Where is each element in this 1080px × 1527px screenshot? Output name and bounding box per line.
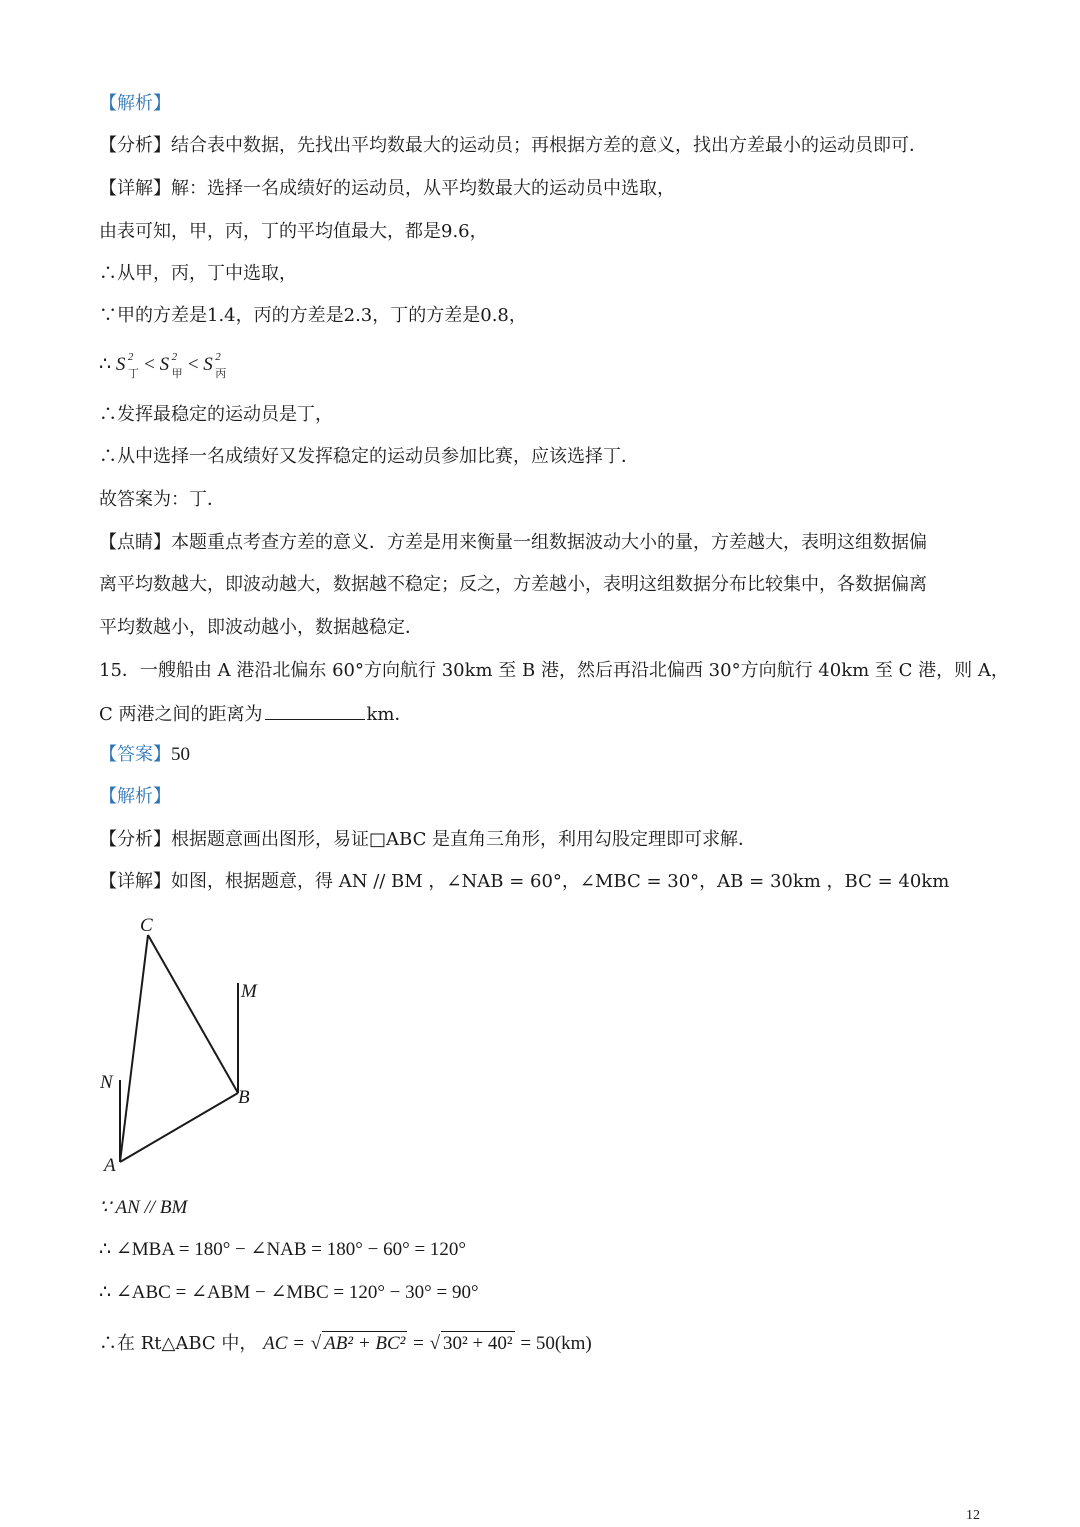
variance-inequality [99,351,227,380]
stem-unit: km． [366,704,413,725]
answer-line [99,743,190,767]
step-1: ∵ AN // BM [99,1197,188,1218]
step-2: ∴ ∠MBA = 180° − ∠NAB = 180° − 60° = 120° [99,1239,467,1260]
dianjing-line-3: 平均数越小，即波动越小，数据越稳定． [99,617,423,638]
stem-text: C 两港之间的距离为 [99,704,263,725]
segment-ab [120,1093,238,1162]
dianjing-label: 【点睛】 [99,532,171,553]
solution-line-3: ∵甲的方差是1.4，丙的方差是2.3，丁的方差是0.8， [99,305,527,326]
dianjing-text-1: 本题重点考查方差的意义．方差是用来衡量一组数据波动大小的量，方差越大，表明这组数据偏 [171,532,927,553]
segment-ca [120,935,148,1162]
jiexi-heading-2: 【解析】 [99,786,171,807]
answer-blank [265,701,365,720]
label-b: B [238,1087,250,1108]
xiangjie-text-2: 如图，根据题意，得 AN // BM ，∠NAB = 60°，∠MBC = 30°，AB = 30km ，BC = 40km [171,871,950,892]
solution-line-7: 故答案为：丁． [99,489,225,510]
radical-2: 30² + 40² [443,1333,513,1354]
label-m: M [241,981,257,1002]
triangle-diagram [90,905,290,1180]
xiangjie-label-2: 【详解】 [99,871,171,892]
step-4: ∴在 Rt△ABC 中， AC = √ AB² + BC² = √ 30² + 40² = 50(km) [99,1333,592,1354]
variance-ding: S 2 丁 [115,351,139,380]
fenxi-label-2: 【分析】 [99,829,171,850]
label-a: A [104,1155,116,1176]
dianjing-line-1 [99,531,927,555]
q15-detail-line [99,870,949,894]
solution-line-2: ∴从甲，丙，丁中选取， [99,263,297,284]
page-number: 12 [966,1508,980,1523]
xiangjie-label: 【详解】 [99,178,171,199]
solution-line-5: ∴发挥最稳定的运动员是丁， [99,404,333,425]
radical-1: AB² + BC² [324,1333,406,1354]
variance-bing: S 2 丙 [203,351,227,380]
xiangjie-text: 解：选择一名成绩好的运动员，从平均数最大的运动员中选取， [171,178,675,199]
therefore-symbol: ∴ [99,354,112,375]
lt-symbol-2: < [187,354,199,375]
solution-line-1: 由表可知，甲，丙，丁的平均值最大，都是9.6， [99,221,488,242]
label-c: C [140,915,153,936]
step-3: ∴ ∠ABC = ∠ABM − ∠MBC = 120° − 30° = 90° [99,1282,479,1303]
analysis-line [99,134,927,158]
fenxi-text: 结合表中数据，先找出平均数最大的运动员；再根据方差的意义，找出方差最小的运动员即可． [171,135,927,156]
question-15-stem-2 [99,701,412,727]
step4-equals: = [413,1333,424,1354]
step4-ac: AC = [263,1333,305,1354]
answer-value: 50 [171,744,190,765]
question-15-stem-1: 15．一艘船由 A 港沿北偏东 60°方向航行 30km 至 B 港，然后再沿北偏西 30°方向航行 40km 至 C 港，则 A， [99,660,1009,681]
step4-prefix: ∴在 Rt△ABC 中， [99,1333,258,1354]
fenxi-text-2: 根据题意画出图形，易证□ABC 是直角三角形，利用勾股定理即可求解． [171,829,757,850]
dianjing-line-2: 离平均数越大，即波动越大，数据越不稳定；反之，方差越小，表明这组数据分布比较集中，各数据偏离 [99,574,927,595]
variance-jia: S 2 甲 [159,351,183,380]
segment-cb [148,935,238,1093]
step4-result: = 50(km) [520,1333,592,1354]
jiexi-heading: 【解析】 [99,93,171,114]
q15-analysis-line [99,828,756,852]
lt-symbol-1: < [144,354,155,375]
solution-line-6: ∴从中选择一名成绩好又发挥稳定的运动员参加比赛，应该选择丁． [99,446,639,467]
label-n: N [100,1072,113,1093]
detail-line [99,177,675,201]
answer-label: 【答案】 [99,744,171,765]
fenxi-label: 【分析】 [99,135,171,156]
